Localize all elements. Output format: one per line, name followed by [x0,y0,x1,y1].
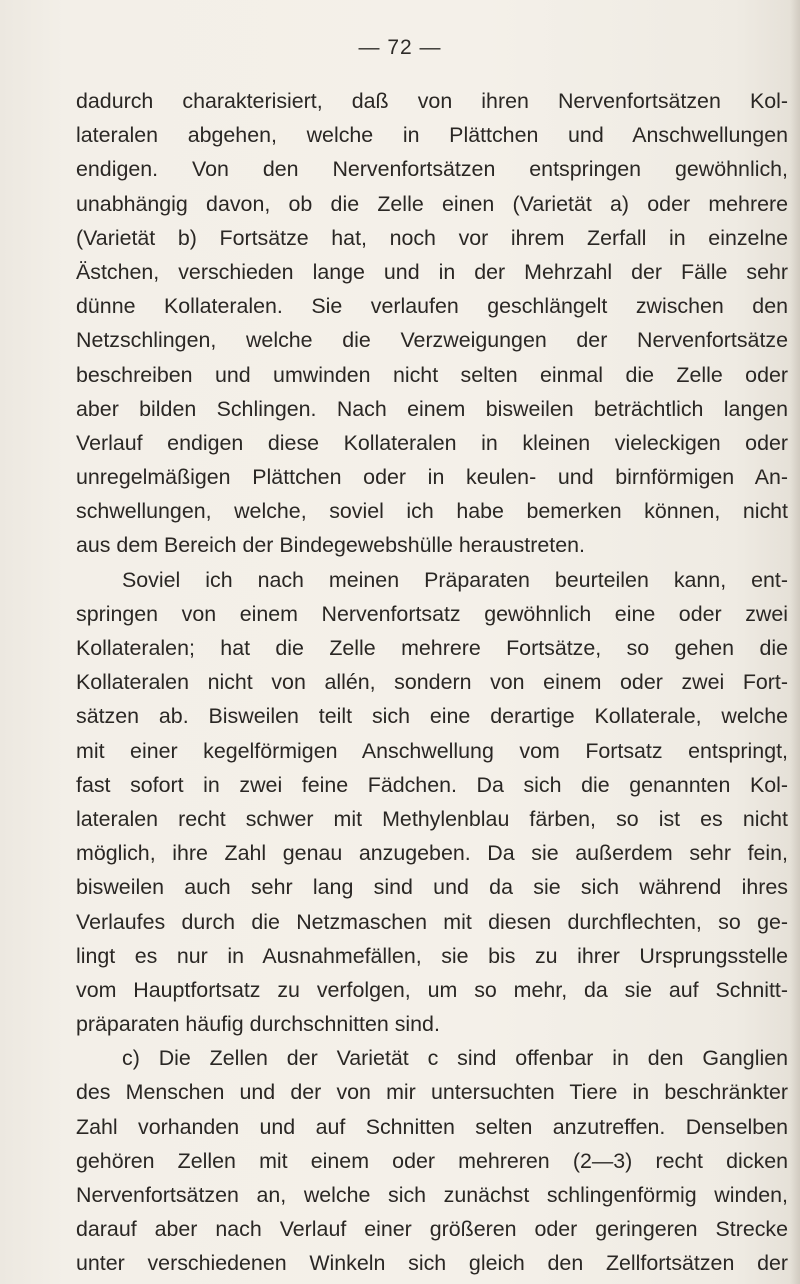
text-line: Kollateralen nicht von allén, sondern von einem oder zwei Fort- [76,670,788,695]
text-line: Ästchen, verschieden lange und in der Mehrzahl der Fälle sehr [76,259,788,284]
text-line: unter verschiedenen Winkeln sich gleich den Zellfortsätzen der [76,1251,788,1276]
text-line: lateralen recht schwer mit Methylenblau färben, so ist es nicht [76,806,788,831]
text-line: bisweilen auch sehr lang sind und da sie sich während ihres [76,875,788,900]
text-line: dünne Kollateralen. Sie verlaufen geschlängelt zwischen den [76,294,788,319]
text-line: mit einer kegelförmigen Anschwellung vom Fortsatz entspringt, [76,738,788,763]
text-line: beschreiben und umwinden nicht selten einmal die Zelle oder [76,362,788,387]
text-line: Kollateralen; hat die Zelle mehrere Fortsätze, so gehen die [76,636,788,660]
text-line: Verlauf endigen diese Kollateralen in kleinen vieleckigen oder [76,430,788,455]
text-line: unregelmäßigen Plättchen oder in keulen- und birnförmigen An- [76,465,788,490]
text-line: aus dem Bereich der Bindegewebshülle heraustreten. [76,533,585,558]
text-line: c) Die Zellen der Varietät c sind offenbar in den Ganglien [122,1046,788,1071]
text-line: fast sofort in zwei feine Fädchen. Da sich die genannten Kol- [76,772,788,797]
text-line: sätzen ab. Bisweilen teilt sich eine derartige Kollaterale, welche [76,704,788,729]
text-line: schwellungen, welche, soviel ich habe bemerken können, nicht [76,499,788,524]
text-line: Soviel ich nach meinen Präparaten beurteilen kann, ent- [122,567,788,592]
text-line: darauf aber nach Verlauf einer größeren oder geringeren Strecke [76,1217,788,1242]
text-line: Verlaufes durch die Netzmaschen mit diesen durchflechten, so ge- [76,909,788,934]
page-edge-shadow [790,0,800,1284]
text-line: vom Hauptfortsatz zu verfolgen, um so mehr, da sie auf Schnitt- [76,977,788,1002]
text-line: möglich, ihre Zahl genau anzugeben. Da sie außerdem sehr fein, [76,841,788,866]
text-line: unabhängig davon, ob die Zelle einen (Varietät a) oder mehrere [76,191,788,216]
text-line: springen von einem Nervenfortsatz gewöhnlich eine oder zwei [76,601,788,626]
text-line: lingt es nur in Ausnahmefällen, sie bis zu ihrer Ursprungsstelle [76,943,788,968]
text-line: aber bilden Schlingen. Nach einem bisweilen beträchtlich langen [76,396,788,421]
body-text [76,84,788,1281]
page-number: — 72 — [358,36,442,59]
text-line: dadurch charakterisiert, daß von ihren Nervenfortsätzen Kol- [76,89,788,113]
text-line: Zahl vorhanden und auf Schnitten selten anzutreffen. Denselben [76,1114,788,1139]
text-line: Netzschlingen, welche die Verzweigungen der Nervenfortsätze [76,328,788,353]
text-line: endigen. Von den Nervenfortsätzen entspringen gewöhnlich, [76,157,788,182]
text-line: gehören Zellen mit einem oder mehreren (2—3) recht dicken [76,1148,788,1173]
text-line: lateralen abgehen, welche in Plättchen und Anschwellungen [76,123,788,148]
text-line: Nervenfortsätzen an, welche sich zunächst schlingenförmig winden, [76,1183,788,1207]
text-line: (Varietät b) Fortsätze hat, noch vor ihrem Zerfall in einzelne [76,225,788,250]
text-line: des Menschen und der von mir untersuchten Tiere in beschränkter [76,1080,788,1105]
text-line: präparaten häufig durchschnitten sind. [76,1012,440,1037]
